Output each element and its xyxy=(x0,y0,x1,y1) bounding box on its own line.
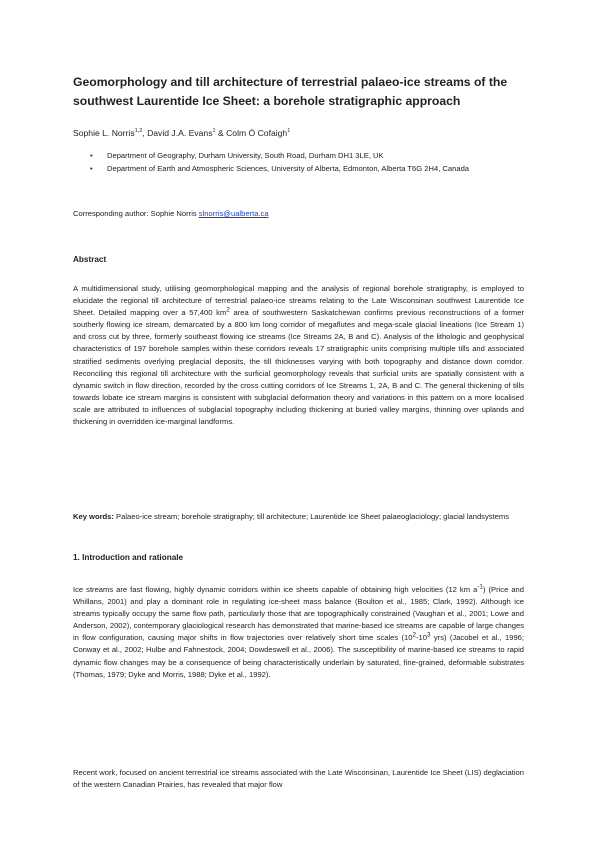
affiliation-text: Department of Earth and Atmospheric Sciences, University of Alberta, Edmonton, Alberta T6G 2H4, Canada xyxy=(107,164,470,174)
paragraph-part: ) (Price and Whillans, 2001) and play a dominant role in regulating ice-sheet mass balance (Boulton et al., 1985; Clark, 1992). Although ice streams typically occupy the same flow path, particularly those that are topographically constrained (Vaughan et al., 2001; Lowe and Anderson, 2002), contemporary glaciological research has demonstrated that marine-based ice streams are capable of large changes in flow configuration, causing major shifts in flow trajectories over relatively short time scales (10 xyxy=(73,585,525,643)
bullet-icon: • xyxy=(90,164,93,174)
abstract-part: A multidimensional study, utilising geomorphological mapping and the analysis of regional borehole stratigraphy, is employed to elucidate the regional till architecture of terrestrial palaeo-ice streams relating to the Late Wisconsinan southwest Laurentide Ice Sheet. Detailed mapping over a 57,400 km xyxy=(73,284,524,318)
author-separator: , xyxy=(142,128,148,138)
paragraph-part: yrs) (Jacobel et al., 1996; Conway et al., 2002; Hulbe and Fahnestock, 2004; Dowdeswell et al., 2006). The susceptibility of marine-based ice streams to rapid dynamic flow changes may be a consequence of being characteristically underlain by saturated, fine-grained, deformable substrates (Thomas, 1979; Dyke and Morris, 1988; Dyke et al., 1992). xyxy=(73,633,525,679)
author-affiliation-marker: 1,2 xyxy=(134,128,143,135)
body-paragraph xyxy=(73,584,524,681)
paragraph-part: Ice streams are fast flowing, highly dynamic corridors within ice sheets capable of obtaining high velocities (12 km a xyxy=(73,585,478,594)
abstract-heading: Abstract xyxy=(73,255,107,264)
author-affiliation-marker: 1 xyxy=(287,128,291,135)
affiliation-item xyxy=(90,150,530,162)
author-name: Sophie L. Norris xyxy=(73,128,135,138)
keywords-text: Palaeo-ice stream; borehole stratigraphy; till architecture; Laurentide Ice Sheet palaeoglaciology; glacial landsystems xyxy=(113,512,510,521)
corresponding-label: Corresponding author: Sophie Norris xyxy=(73,209,199,218)
author-list xyxy=(73,127,290,139)
body-paragraph: Recent work, focused on ancient terrestrial ice streams associated with the Late Wisconsinan, Laurentide Ice Sheet (LIS) deglaciation of the western Canadian Prairies, has revealed that major flow xyxy=(73,768,524,790)
superscript: 3 xyxy=(427,631,431,639)
keywords xyxy=(73,511,524,523)
author-separator: & xyxy=(215,128,227,138)
author-affiliation-marker: 1 xyxy=(212,128,216,135)
affiliation-text: Department of Geography, Durham University, South Road, Durham DH1 3LE, UK xyxy=(107,151,384,160)
abstract-text xyxy=(73,283,524,428)
corresponding-author xyxy=(73,208,269,220)
abstract-part: area of southwestern Saskatchewan confirms previous reconstructions of a former southerly flowing ice stream, demarcated by a 800 km long corridor of megaflutes and mega-scale glacial lineations (Ice Stream 1) and cross cut by three, formerly southeast flowing ice streams (Ice Streams 2A, B and C). Analysis of the lithologic and geophysical characteristics of 197 borehole samples within these corridors reveals 17 stratigraphic units comprising multiple tills and associated stratified sediments overlying preglacial deposits, the till thicknesses varying with both topography and distance down corridor. Reconciling this regional till architecture with the surficial geomorphology reveals that surficial units are spatially consistent with a dynamic switch in flow direction, recorded by the cross cutting corridors of Ice Streams 1, 2A, B and C. The general thickening of tills towards lobate ice stream margins is consistent with subglacial deformation theory and variations in this pattern on a more localised scale are attributed to influences of subglacial topography including thickening at buried valley margins, thinning over uplands and thickening in overridden ice-marginal landforms. xyxy=(73,308,524,427)
superscript: -1 xyxy=(477,583,483,591)
bullet-icon: • xyxy=(90,151,93,160)
section-heading: 1. Introduction and rationale xyxy=(73,553,184,562)
paper-title: Geomorphology and till architecture of terrestrial palaeo-ice streams of the southwest Laurentide Ice Sheet: a borehole stratigraphic approach xyxy=(73,75,508,108)
superscript: 2 xyxy=(226,306,230,314)
author-name: David J.A. Evans xyxy=(147,128,213,138)
keywords-label: Key words: xyxy=(73,512,114,521)
affiliation-item xyxy=(90,163,530,175)
superscript: 2 xyxy=(412,631,417,639)
author-name: Colm Ó Cofaigh xyxy=(226,128,288,138)
affiliation-list xyxy=(90,150,530,177)
email-link[interactable]: slnorris@ualberta.ca xyxy=(198,209,269,218)
paragraph-part: -10 xyxy=(416,633,428,643)
